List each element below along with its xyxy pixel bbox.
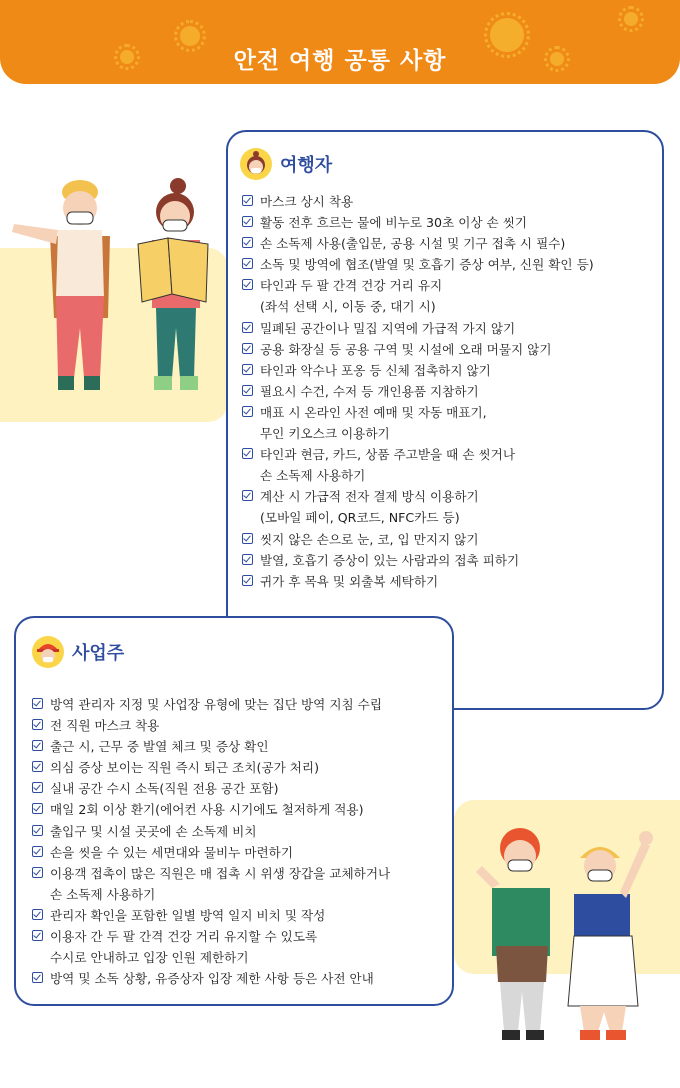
- checklist-item-text: 씻지 않은 손으로 눈, 코, 입 만지지 않기: [260, 531, 479, 547]
- checklist-item-text: 매일 2회 이상 환기(에어컨 사용 시기에도 철저하게 적용): [50, 802, 364, 818]
- checklist-item-text: 귀가 후 목욕 및 외출복 세탁하기: [260, 573, 439, 589]
- checkbox-icon: [242, 406, 253, 417]
- checkbox-icon: [32, 740, 43, 751]
- traveler-checklist-item: [242, 529, 594, 550]
- checklist-item-text: (좌석 선택 시, 이동 중, 대기 시): [260, 299, 436, 315]
- checkbox-icon: [242, 385, 253, 396]
- employer-checklist-item: [32, 968, 390, 989]
- employer-checklist-item: [32, 736, 390, 757]
- employer-checklist-item: [32, 863, 390, 905]
- virus-decoration-icon: [624, 12, 638, 26]
- employer-checklist-item: [32, 757, 390, 778]
- checkbox-icon: [242, 554, 253, 565]
- traveler-title: 여행자: [280, 155, 333, 176]
- checkbox-icon: [32, 825, 43, 836]
- traveler-checklist-item: [242, 233, 594, 254]
- employer-checklist-item: [32, 905, 390, 926]
- checklist-item-text: 손 소독제 사용하기: [50, 886, 156, 902]
- checkbox-icon: [242, 195, 253, 206]
- checkbox-icon: [32, 846, 43, 857]
- checkbox-icon: [242, 343, 253, 354]
- checklist-item-text: 이용객 접촉이 많은 직원은 매 접촉 시 위생 장갑을 교체하거나: [50, 865, 391, 881]
- employer-checklist-item: [32, 821, 390, 842]
- traveler-checklist-item: [242, 402, 594, 444]
- traveler-checklist: [242, 191, 594, 592]
- checkbox-icon: [32, 719, 43, 730]
- checkbox-icon: [242, 448, 253, 459]
- checklist-item-text: (모바일 페이, QR코드, NFC카드 등): [260, 510, 460, 526]
- checkbox-icon: [242, 575, 253, 586]
- traveler-checklist-item: [242, 212, 594, 233]
- checkbox-icon: [242, 322, 253, 333]
- checklist-item-text: 손을 씻을 수 있는 세면대와 물비누 마련하기: [50, 844, 293, 860]
- checkbox-icon: [32, 803, 43, 814]
- traveler-checklist-item: [242, 191, 594, 212]
- checklist-item-text: 매표 시 온라인 사전 예매 및 자동 매표기,: [260, 404, 487, 420]
- employer-checklist-item: [32, 694, 390, 715]
- employer-checklist-item: [32, 715, 390, 736]
- page-title: 안전 여행 공통 사항: [233, 48, 447, 74]
- checklist-item-text: 수시로 안내하고 입장 인원 제한하기: [50, 950, 249, 966]
- checkbox-icon: [32, 930, 43, 941]
- checklist-item-text: 방역 및 소독 상황, 유증상자 입장 제한 사항 등은 사전 안내: [50, 971, 374, 987]
- checkbox-icon: [32, 782, 43, 793]
- traveler-checklist-item: [242, 318, 594, 339]
- employer-checklist-item: [32, 842, 390, 863]
- travelers-illustration: [10, 178, 210, 400]
- checklist-item-text: 계산 시 가급적 전자 결제 방식 이용하기: [260, 489, 479, 505]
- traveler-checklist-item: [242, 275, 594, 317]
- traveler-section-header: [240, 148, 332, 180]
- traveler-avatar-icon: [240, 148, 272, 180]
- checkbox-icon: [242, 258, 253, 269]
- checklist-item-text: 소독 및 방역에 협조(발열 및 호흡기 증상 여부, 신원 확인 등): [260, 257, 594, 273]
- checkbox-icon: [242, 237, 253, 248]
- employer-title: 사업주: [72, 643, 125, 664]
- checklist-item-text: 이용자 간 두 팔 간격 건강 거리 유지할 수 있도록: [50, 929, 318, 945]
- checkbox-icon: [242, 533, 253, 544]
- checklist-item-text: 무인 키오스크 이용하기: [260, 426, 390, 442]
- checklist-item-text: 활동 전후 흐르는 물에 비누로 30초 이상 손 씻기: [260, 215, 528, 231]
- checklist-item-text: 마스크 상시 착용: [260, 194, 354, 209]
- checkbox-icon: [242, 279, 253, 290]
- employer-checklist: [32, 694, 390, 989]
- traveler-checklist-item: [242, 486, 594, 528]
- checkbox-icon: [32, 972, 43, 983]
- checklist-item-text: 방역 관리자 지정 및 사업장 유형에 맞는 집단 방역 지침 수립: [50, 697, 383, 712]
- traveler-checklist-item: [242, 381, 594, 402]
- traveler-checklist-item: [242, 550, 594, 571]
- checkbox-icon: [242, 364, 253, 375]
- checklist-item-text: 손 소독제 사용하기: [260, 468, 366, 484]
- checklist-item-text: 발열, 호흡기 증상이 있는 사람과의 접촉 피하기: [260, 552, 520, 568]
- employer-checklist-item: [32, 799, 390, 820]
- traveler-checklist-item: [242, 339, 594, 360]
- checklist-item-text: 출근 시, 근무 중 발열 체크 및 증상 확인: [50, 739, 269, 755]
- checklist-item-text: 타인과 악수나 포옹 등 신체 접촉하지 않기: [260, 362, 491, 378]
- traveler-checklist-item: [242, 254, 594, 275]
- traveler-checklist-item: [242, 360, 594, 381]
- traveler-checklist-item: [242, 444, 594, 486]
- employer-section-header: [32, 636, 124, 668]
- checklist-item-text: 필요시 수건, 수저 등 개인용품 지참하기: [260, 383, 479, 399]
- workers-illustration: [470, 806, 666, 1042]
- employer-checklist-item: [32, 926, 390, 968]
- checklist-item-text: 출입구 및 시설 곳곳에 손 소독제 비치: [50, 823, 257, 839]
- checklist-item-text: 타인과 현금, 카드, 상품 주고받을 때 손 씻거나: [260, 447, 516, 463]
- checklist-item-text: 공용 화장실 등 공용 구역 및 시설에 오래 머물지 않기: [260, 341, 552, 357]
- checkbox-icon: [242, 490, 253, 501]
- traveler-checklist-item: [242, 571, 594, 592]
- header-banner: [0, 0, 680, 84]
- checkbox-icon: [242, 216, 253, 227]
- checklist-item-text: 전 직원 마스크 착용: [50, 718, 160, 734]
- checkbox-icon: [32, 698, 43, 709]
- checklist-item-text: 손 소독제 사용(출입문, 공용 시설 및 기구 접촉 시 필수): [260, 236, 566, 252]
- checklist-item-text: 의심 증상 보이는 직원 즉시 퇴근 조치(공가 처리): [50, 760, 319, 776]
- checkbox-icon: [32, 761, 43, 772]
- checklist-item-text: 타인과 두 팔 간격 건강 거리 유지: [260, 278, 443, 294]
- checklist-item-text: 실내 공간 수시 소독(직원 전용 공간 포함): [50, 781, 279, 797]
- employer-avatar-icon: [32, 636, 64, 668]
- checkbox-icon: [32, 909, 43, 920]
- checklist-item-text: 관리자 확인을 포함한 일별 방역 일지 비치 및 작성: [50, 907, 326, 923]
- checklist-item-text: 밀폐된 공간이나 밀집 지역에 가급적 가지 않기: [260, 320, 516, 336]
- employer-checklist-item: [32, 778, 390, 799]
- checkbox-icon: [32, 867, 43, 878]
